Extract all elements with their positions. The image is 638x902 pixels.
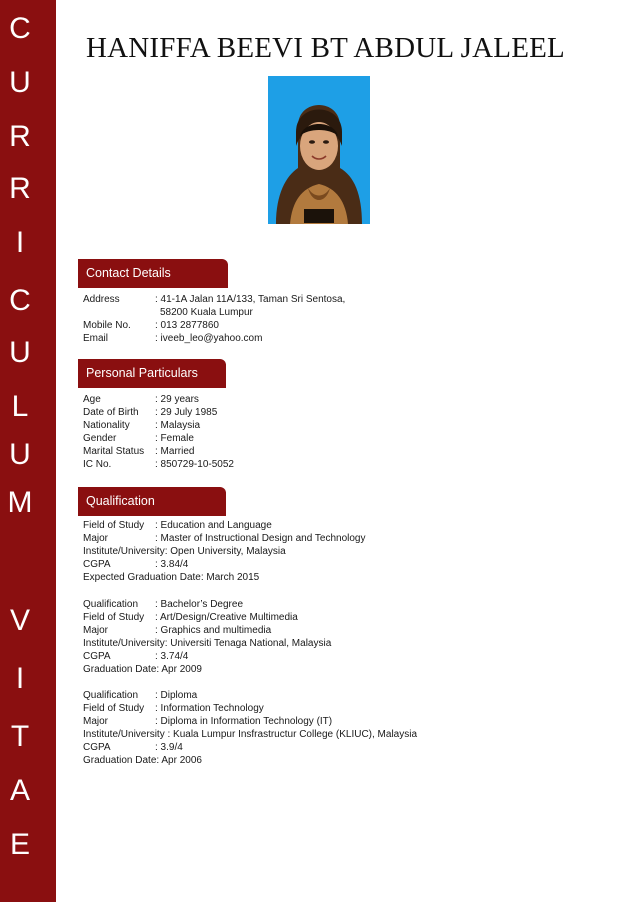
major-value: : Master of Instructional Design and Technology (155, 533, 366, 544)
cgpa-label: CGPA (83, 742, 111, 753)
cgpa-label: CGPA (83, 651, 111, 662)
diploma-major-row (83, 715, 332, 728)
personal-row (83, 393, 199, 406)
sidebar-letter: U (9, 438, 31, 471)
diploma-cgpa-row (83, 741, 183, 754)
address-label: Address (83, 294, 120, 305)
personal-label: IC No. (83, 459, 112, 470)
sidebar-letter: I (15, 662, 25, 695)
field-label: Field of Study (83, 703, 145, 714)
field-value: : Art/Design/Creative Multimedia (155, 612, 298, 623)
personal-value: : Female (155, 433, 194, 444)
personal-label: Date of Birth (83, 407, 139, 418)
major-label: Major (83, 533, 109, 544)
diploma-qualification-row (83, 689, 197, 702)
address-value-line2: 58200 Kuala Lumpur (160, 307, 253, 318)
personal-value: : 850729-10-5052 (155, 459, 234, 470)
personal-row (83, 419, 200, 432)
personal-row (83, 432, 194, 445)
personal-label: Age (83, 394, 101, 405)
page-title: HANIFFA BEEVI BT ABDUL JALEEL (86, 32, 565, 64)
sidebar-letter: R (9, 172, 31, 205)
address-row (83, 293, 345, 306)
masters-field-row (83, 519, 272, 532)
masters-institute: Institute/University: Open University, Malaysia (83, 546, 286, 557)
bachelor-qualification-row (83, 598, 243, 611)
qualification-header: Qualification (78, 487, 226, 516)
cgpa-value: : 3.9/4 (155, 742, 183, 753)
sidebar-letter: V (9, 604, 30, 637)
personal-value: : Married (155, 446, 195, 457)
personal-label: Nationality (83, 420, 130, 431)
sidebar-letter: L (11, 390, 29, 423)
bachelor-field-row (83, 611, 298, 624)
personal-value: : 29 July 1985 (155, 407, 218, 418)
cgpa-label: CGPA (83, 559, 111, 570)
contact-details-header: Contact Details (78, 259, 228, 288)
sidebar-letter: A (9, 774, 30, 807)
qualification-label: Qualification (83, 690, 139, 701)
field-label: Field of Study (83, 612, 145, 623)
sidebar-letter: R (9, 120, 31, 153)
sidebar-letter: U (9, 66, 31, 99)
personal-value: : Malaysia (155, 420, 201, 431)
qualification-value: : Bachelor’s Degree (155, 599, 244, 610)
sidebar-letter: C (9, 284, 31, 317)
bachelor-graduation: Graduation Date: Apr 2009 (83, 664, 202, 675)
cgpa-value: : 3.74/4 (155, 651, 189, 662)
email-value: : iveeb_leo@yahoo.com (155, 333, 263, 344)
diploma-field-row (83, 702, 264, 715)
sidebar-letter: M (7, 486, 33, 519)
bachelor-cgpa-row (83, 650, 188, 663)
personal-row (83, 406, 217, 419)
address-value: : 41-1A Jalan 11A/133, Taman Sri Sentosa, (155, 294, 346, 305)
field-label: Field of Study (83, 520, 145, 531)
personal-particulars-header: Personal Particulars (78, 359, 226, 388)
bachelor-institute: Institute/University: Universiti Tenaga National, Malaysia (83, 638, 332, 649)
major-label: Major (83, 716, 109, 727)
field-value: : Information Technology (155, 703, 264, 714)
mobile-label: Mobile No. (83, 320, 131, 331)
sidebar-letter: U (9, 336, 31, 369)
bachelor-major-row (83, 624, 271, 637)
profile-photo (268, 76, 370, 224)
cgpa-value: : 3.84/4 (155, 559, 189, 570)
masters-graduation: Expected Graduation Date: March 2015 (83, 572, 260, 583)
email-label: Email (83, 333, 109, 344)
mobile-value: : 013 2877860 (155, 320, 219, 331)
personal-row (83, 445, 194, 458)
masters-cgpa-row (83, 558, 188, 571)
personal-label: Gender (83, 433, 117, 444)
sidebar-banner (0, 0, 56, 902)
sidebar-letter: E (9, 828, 30, 861)
sidebar-letter: T (10, 720, 30, 753)
sidebar-letter: I (15, 226, 25, 259)
major-value: : Graphics and multimedia (155, 625, 272, 636)
sidebar-letter: C (9, 12, 31, 45)
personal-value: : 29 years (155, 394, 199, 405)
diploma-graduation: Graduation Date: Apr 2006 (83, 755, 202, 766)
personal-label: Marital Status (83, 446, 145, 457)
mobile-row (83, 319, 219, 332)
diploma-institute: Institute/University : Kuala Lumpur Insfrastructur College (KLIUC), Malaysia (83, 729, 418, 740)
major-value: : Diploma in Information Technology (IT) (155, 716, 333, 727)
qualification-value: : Diploma (155, 690, 198, 701)
field-value: : Education and Language (155, 520, 272, 531)
masters-major-row (83, 532, 366, 545)
email-row (83, 332, 262, 345)
personal-row (83, 458, 234, 471)
major-label: Major (83, 625, 109, 636)
qualification-label: Qualification (83, 599, 139, 610)
